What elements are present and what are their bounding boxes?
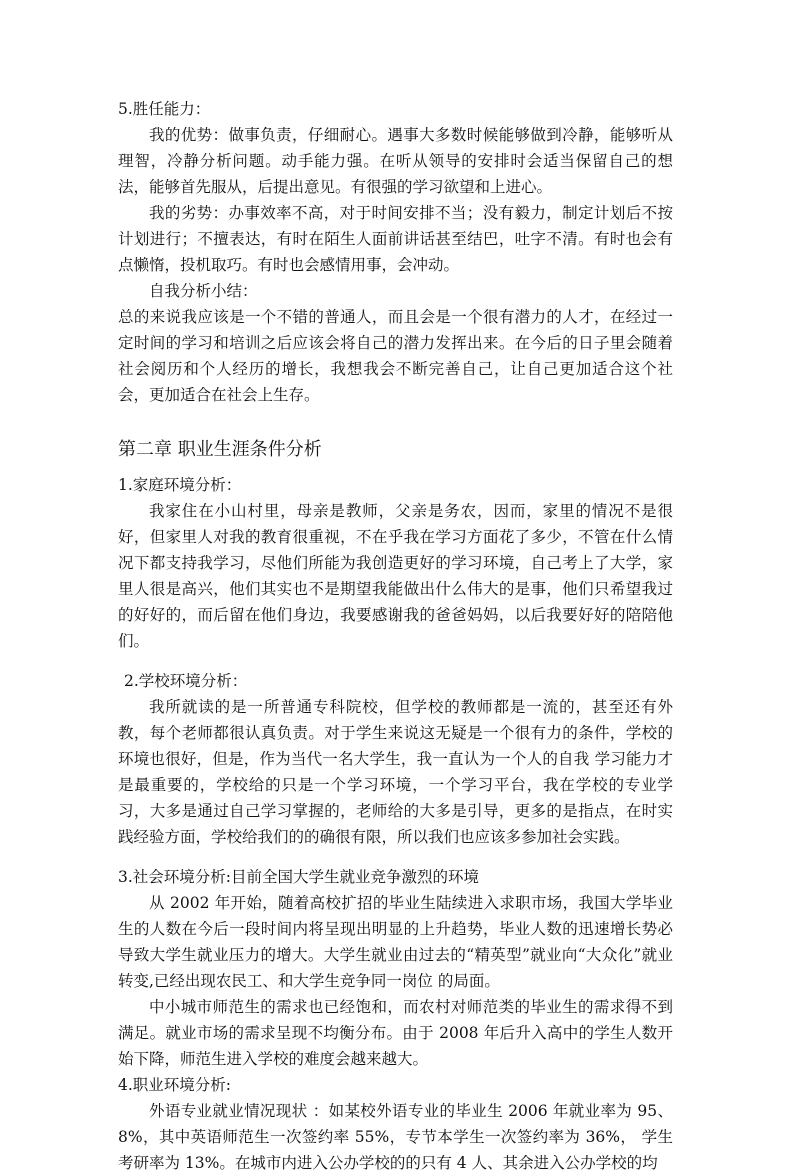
- weaknesses-paragraph: 我的劣势：办事效率不高，对于时间安排不当；没有毅力，制定计划后不按计划进行；不擅表达，有时在陌生人面前讲话甚至结巴，吐字不清。有时也会有点懒惰，投机取巧。有时也会感情用事，会冲动。: [118, 204, 673, 274]
- summary-paragraph: 总的来说我应该是一个不错的普通人，而且会是一个很有潜力的人才，在经过一定时间的学习和培训之后应该会将自己的潜力发挥出来。在今后的日子里会随着社会阅历和个人经历的增长，我想我会不断完善自己，让自己更加适合这个社会，更加适合在社会上生存。: [118, 308, 673, 404]
- career-paragraph: 外语专业就业情况现状 ：如某校外语专业的毕业生 2006 年就业率为 95、8%，其中英语师范生一次签约率 55%，专节本学生一次签约率为 36%， 学生考研率为 13%。在城市内进入公办学校的的只有 4 人、其余进入公办学校的均: [118, 1102, 673, 1172]
- summary-heading: 自我分析小结：: [149, 282, 258, 300]
- school-paragraph: 我所就读的是一所普通专科院校，但学校的教师都是一流的，甚至还有外教，每个老师都很认真负责。对于学生来说这无疑是一个很有力的条件，学校的环境也很好，但是，作为当代一名大学生，我一直认为一个人的自我 学习能力才是最重要的，学校给的只是一个学习环境，一个学习平台，我在学校的专业学习，大多是通过自己学习掌握的，老师给的大多是引导，更多的是指点，在时实践经验方面，学校给我们的的确很有限，所以我们也应该多参加社会实践。: [118, 698, 673, 846]
- chapter-title: 第二章 职业生涯条件分析: [118, 439, 322, 460]
- document-page: [118, 96, 673, 1176]
- section-heading-career: 4.职业环境分析:: [118, 1076, 232, 1094]
- section-heading-competence: 5.胜任能力：: [118, 100, 211, 118]
- family-paragraph: 我家住在小山村里，母亲是教师，父亲是务农，因而，家里的情况不是很好，但家里人对我的教育很重视，不在乎我在学习方面花了多少，不管在什么情况下都支持我学习，尽他们所能为我创造更好的学习环境，自己考上了大学，家里人很是高兴，他们其实也不是期望我能做出什么伟大的是事，他们只希望我过的好好的，而后留在他们身边，我要感谢我的爸爸妈妈，以后我要好好的陪陪他们。: [118, 502, 673, 650]
- section-heading-family: 1.家庭环境分析：: [118, 476, 242, 494]
- section-heading-society: 3.社会环境分析:目前全国大学生就业竞争激烈的环境: [118, 868, 480, 886]
- section-heading-school: 2.学校环境分析：: [124, 672, 248, 690]
- society-paragraph-2: 中小城市师范生的需求也已经饱和，而农村对师范类的毕业生的需求得不到满足。就业市场的需求呈现不均衡分布。由于 2008 年后升入高中的学生人数开始下降，师范生进入学校的难度会越来越大。: [118, 998, 673, 1068]
- society-paragraph-1: 从 2002 年开始，随着高校扩招的毕业生陆续进入求职市场，我国大学毕业生的人数在今后一段时间内将呈现出明显的上升趋势，毕业人数的迅速增长势必导致大学生就业压力的增大。大学生就业由过去的“精英型”就业向“大众化”就业转变,已经出现农民工、和大学生竞争同一岗位 的局面。: [118, 894, 673, 990]
- strengths-paragraph: 我的优势：做事负责，仔细耐心。遇事大多数时候能够做到冷静，能够听从理智，冷静分析问题。动手能力强。在听从领导的安排时会适当保留自己的想法，能够首先服从，后提出意见。有很强的学习欲望和上进心。: [118, 126, 673, 196]
